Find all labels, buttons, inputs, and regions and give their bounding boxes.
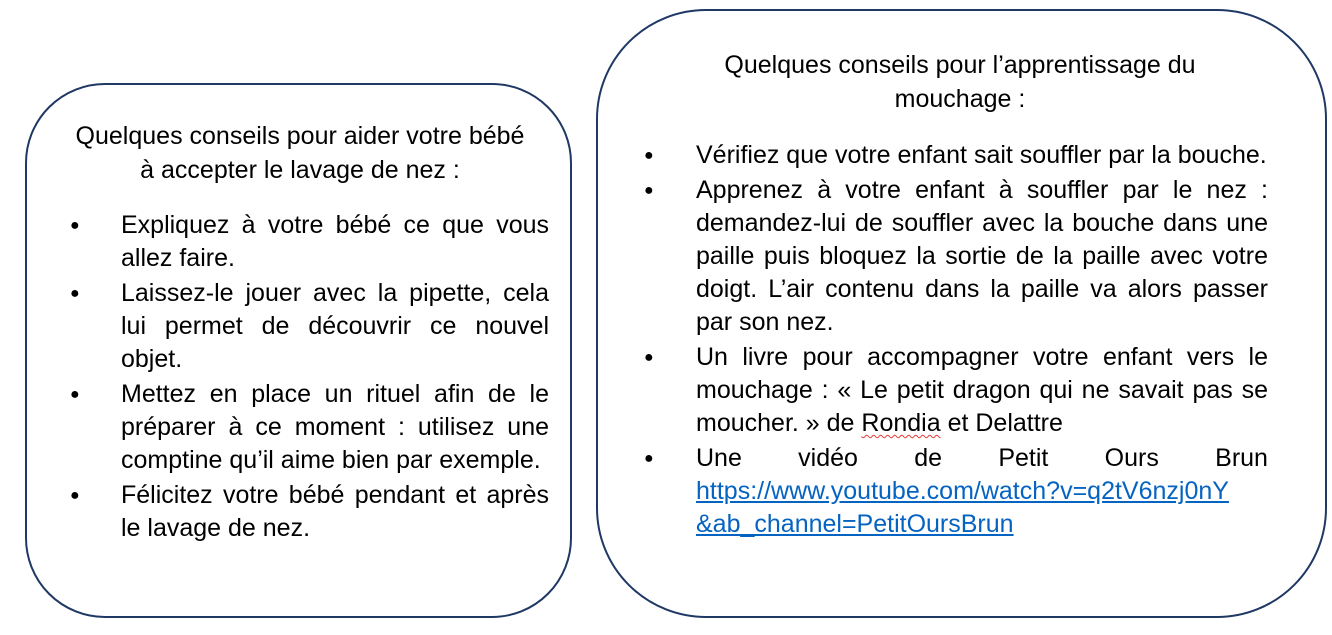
- author-delattre: Delattre: [975, 409, 1063, 437]
- nose-wash-tips-title: Quelques conseils pour aider votre bébé à accepter le lavage de nez :: [75, 122, 525, 184]
- book-list-item: [644, 341, 1268, 440]
- bullet-dot-icon: ●: [644, 182, 654, 199]
- video-link[interactable]: [696, 477, 1229, 538]
- list-item: [70, 209, 549, 275]
- video-link-line-1[interactable]: https://www.youtube.com/watch?v=q2tV6nzj0nY: [696, 477, 1229, 505]
- list-item: [70, 479, 549, 545]
- nose-wash-tips-card: [25, 83, 572, 618]
- video-list-item: [644, 442, 1268, 541]
- blowing-nose-tips-card: [596, 9, 1327, 618]
- list-item-text: Mettez en place un rituel afin de le préparer à ce moment : utilisez une comptine qu’il aime bien par exemple.: [121, 380, 549, 474]
- video-word: Brun: [1215, 444, 1268, 472]
- blowing-nose-tips-list: [644, 139, 1268, 543]
- video-caption: [696, 442, 1268, 475]
- list-item-text: Félicitez votre bébé pendant et après le lavage de nez.: [121, 481, 549, 542]
- bullet-dot-icon: ●: [644, 147, 654, 164]
- bullet-dot-icon: ●: [644, 349, 654, 366]
- bullet-dot-icon: ●: [70, 386, 80, 403]
- bullet-dot-icon: ●: [70, 487, 80, 504]
- list-item-text: Apprenez à votre enfant à souffler par le nez : demandez-lui de souffler avec la bouche dans une paille puis bloquez la sortie de la paille avec votre doigt. L’air contenu dans la paille va alors passer par son nez.: [696, 176, 1268, 336]
- author-rondia: Rondia: [861, 409, 941, 437]
- video-word: vidéo: [798, 444, 858, 472]
- list-item: [644, 139, 1268, 172]
- nose-wash-tips-list: [70, 209, 549, 547]
- video-word: Petit: [998, 444, 1049, 472]
- list-item-text: Laissez-le jouer avec la pipette, cela lui permet de découvrir ce nouvel objet.: [121, 279, 549, 373]
- list-item: [644, 174, 1268, 339]
- list-item: [70, 277, 549, 376]
- video-word: de: [914, 444, 943, 472]
- bullet-dot-icon: ●: [70, 285, 80, 302]
- bullet-dot-icon: ●: [70, 217, 80, 234]
- list-item-text: Vérifiez que votre enfant sait souffler par la bouche.: [696, 141, 1267, 169]
- author-separator: et: [940, 409, 976, 437]
- video-word: Une: [696, 444, 742, 472]
- video-link-line-2[interactable]: &ab_channel=PetitOursBrun: [696, 510, 1014, 538]
- list-item: [70, 378, 549, 477]
- blowing-nose-tips-title: Quelques conseils pour l’apprentissage du mouchage :: [724, 51, 1196, 113]
- book-text: Un livre pour accompagner votre enfant vers le mouchage : « Le petit dragon qui ne savait pas se moucher. » de: [696, 343, 1268, 437]
- bullet-dot-icon: ●: [644, 450, 654, 467]
- video-word: Ours: [1104, 444, 1159, 472]
- list-item-text: Expliquez à votre bébé ce que vous allez faire.: [121, 211, 549, 272]
